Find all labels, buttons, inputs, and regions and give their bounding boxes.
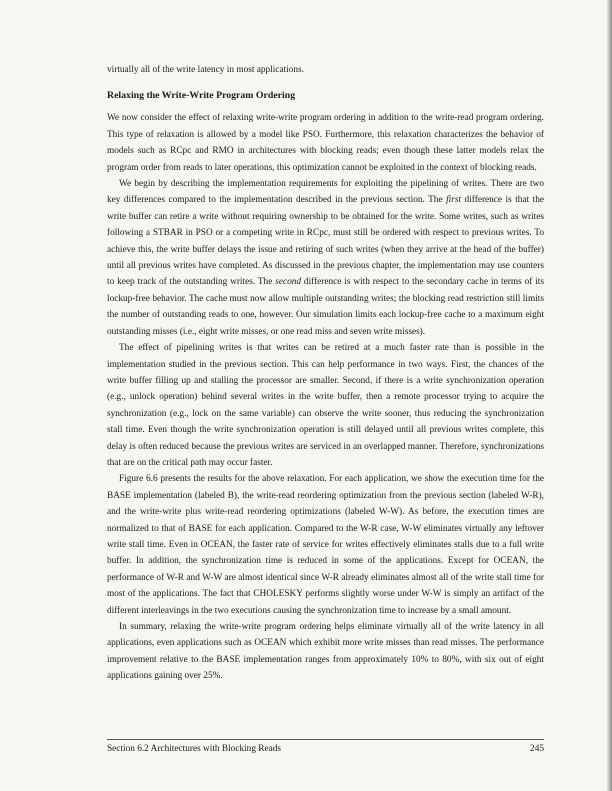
paragraph-3: The effect of pipelining writes is that writes can be retired at a much faster rate than is possible in the implementation studied in the previous section. This can help performance in two ways. First, the chances of the write buffer filling up and stalling the processor are smaller. Second, if there is a write synchronization operation (e.g., unlock operation) behind several writes in the write buffer, then a remote processor trying to acquire the synchronization (e.g., lock on the same variable) can observe the write sooner, thus reducing the synchronization stall time. Even though the write synchronization operation is still delayed until all previous writes complete, this delay is often reduced because the previous writes are serviced in an overlapped manner. Therefore, synchronizations that are on the critical path may occur faster.	[107, 343, 544, 468]
page-body	[107, 62, 544, 685]
footer-rule	[107, 739, 544, 740]
paragraph-5: In summary, relaxing the write-write program ordering helps eliminate virtually all of the write latency in all applications, even applications such as OCEAN which exhibit more write misses than read misses. The performance improvement relative to the BASE implementation ranges from approximately 10% to 80%, with six out of eight applications gaining over 25%.	[107, 622, 544, 682]
section-heading: Relaxing the Write-Write Program Ordering	[107, 90, 296, 102]
paragraph-4: Figure 6.6 presents the results for the above relaxation. For each application, we show the execution time for the BASE implementation (labeled B), the write-read reordering optimization from the previous section (labeled W-R), and the write-write plus write-read reordering optimizations (labeled W-W). As before, the execution times are normalized to that of BASE for each application. Compared to the W-R case, W-W eliminates virtually any leftover write stall time. Even in OCEAN, the faster rate of service for writes effectively eliminates stalls due to a full write buffer. In addition, the synchronization time is reduced in some of the applications. Except for OCEAN, the performance of W-R and W-W are almost identical since W-R already eliminates almost all of the write stall time for most of the applications. The fact that CHOLESKY performs slightly worse under W-W is simply an artifact of the different interleavings in the two executions causing the synchronization time to increase by a small amount.	[107, 474, 544, 616]
page-number: 245	[530, 744, 544, 754]
paragraph-1: We now consider the effect of relaxing write-write program ordering in addition to the write-read program ordering. This type of relaxation is allowed by a model like PSO. Furthermore, this relaxation characterizes the behavior of models such as RCpc and RMO in architectures with blocking reads; even though these latter models relax the program order from reads to later operations, this optimization cannot be exploited in the context of blocking reads.	[107, 113, 544, 173]
lead-line: virtually all of the write latency in most applications.	[107, 65, 304, 75]
scan-edge	[607, 0, 612, 791]
footer-section-title: Section 6.2 Architectures with Blocking Reads	[107, 744, 282, 754]
paragraph-2: We begin by describing the implementation requirements for exploiting the pipelining of writes. There are two key differences compared to the implementation described in the previous section. The first difference is that the write buffer can retire a write without requiring ownership to be obtained for the write. Some writes, such as writes following a STBAR in PSO or a competing write in RCpc, must still be ordered with respect to previous writes. To achieve this, the write buffer delays the issue and retiring of such writes (when they arrive at the head of the buffer) until all previous writes have completed. As discussed in the previous chapter, the implementation may use counters to keep track of the outstanding writes. The second difference is with respect to the secondary cache in terms of its lockup-free behavior. The cache must now allow multiple outstanding writes; the blocking read restriction still limits the number of outstanding reads to one, however. Our simulation limits each lockup-free cache to a maximum eight outstanding misses (i.e., eight write misses, or one read miss and seven write misses).	[107, 179, 545, 337]
